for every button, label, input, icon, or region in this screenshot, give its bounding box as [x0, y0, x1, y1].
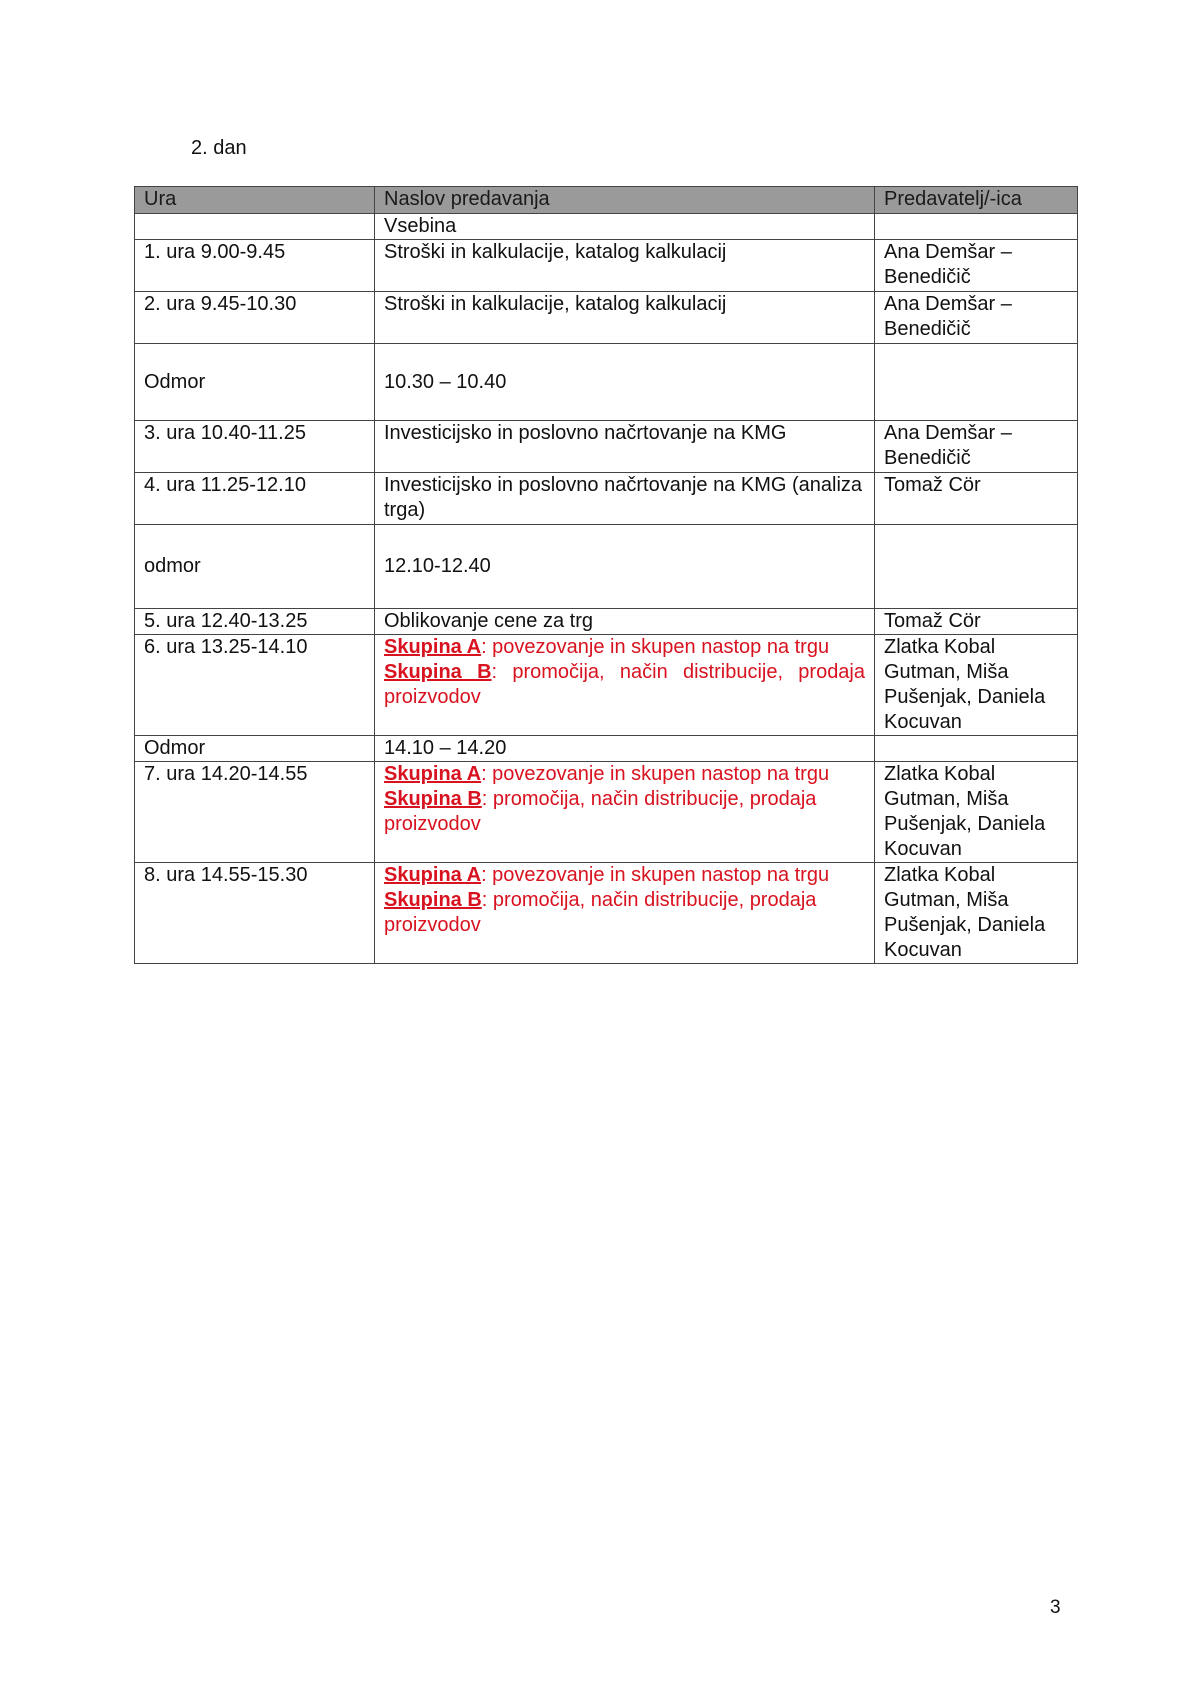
- subheader-row: [135, 214, 1078, 240]
- group-b-label: Skupina B: [384, 889, 482, 911]
- header-row: [135, 187, 1078, 214]
- break-row: [135, 344, 1078, 421]
- group-b-label: Skupina B: [384, 661, 492, 683]
- row-time: 6. ura 13.25-14.10: [135, 635, 375, 736]
- group-b-line: [384, 888, 865, 938]
- group-b-line: [384, 787, 865, 837]
- row-lecturer: [875, 736, 1078, 762]
- row-time: Odmor: [135, 344, 375, 421]
- row-title: 10.30 – 10.40: [375, 344, 875, 421]
- schedule-table: [134, 186, 1078, 964]
- group-b-label: Skupina B: [384, 788, 482, 810]
- table-row: [135, 762, 1078, 863]
- group-b-text: : promočija, način distribucije, prodaja proizvodov: [384, 889, 817, 936]
- subheader-content: Vsebina: [375, 214, 875, 240]
- group-a-text: : povezovanje in skupen nastop na trgu: [481, 763, 830, 785]
- day-title: 2. dan: [191, 137, 247, 159]
- row-groups: [375, 635, 875, 736]
- row-time: 5. ura 12.40-13.25: [135, 609, 375, 635]
- table-row: [135, 421, 1078, 473]
- row-lecturer: [875, 344, 1078, 421]
- header-title: Naslov predavanja: [375, 187, 875, 214]
- row-title: 14.10 – 14.20: [375, 736, 875, 762]
- group-b-text: : promočija, način distribucije, prodaja proizvodov: [384, 661, 865, 708]
- row-lecturer: Ana Demšar – Benedičič: [875, 421, 1078, 473]
- group-b-line: [384, 660, 865, 710]
- group-a-text: : povezovanje in skupen nastop na trgu: [481, 864, 830, 886]
- row-title: Investicijsko in poslovno načrtovanje na KMG: [375, 421, 875, 473]
- row-lecturer: Ana Demšar – Benedičič: [875, 240, 1078, 292]
- row-time: 1. ura 9.00-9.45: [135, 240, 375, 292]
- break-row: [135, 525, 1078, 609]
- row-lecturer: Zlatka Kobal Gutman, Miša Pušenjak, Daniela Kocuvan: [875, 863, 1078, 964]
- header-time: Ura: [135, 187, 375, 214]
- break-row: [135, 736, 1078, 762]
- group-a-label: Skupina A: [384, 636, 482, 658]
- row-time: 8. ura 14.55-15.30: [135, 863, 375, 964]
- group-a-label: Skupina A: [384, 864, 482, 886]
- row-title: Stroški in kalkulacije, katalog kalkulacij: [375, 240, 875, 292]
- row-title: Investicijsko in poslovno načrtovanje na KMG (analiza trga): [375, 473, 875, 525]
- row-lecturer: [875, 525, 1078, 609]
- page-number: 3: [1050, 1597, 1061, 1618]
- group-a-text: : povezovanje in skupen nastop na trgu: [481, 636, 830, 658]
- row-time: Odmor: [135, 736, 375, 762]
- group-a-label: Skupina A: [384, 763, 482, 785]
- header-lecturer: Predavatelj/-ica: [875, 187, 1078, 214]
- row-lecturer: Tomaž Cör: [875, 609, 1078, 635]
- row-time: 2. ura 9.45-10.30: [135, 292, 375, 344]
- row-time: 7. ura 14.20-14.55: [135, 762, 375, 863]
- table-row: [135, 609, 1078, 635]
- group-a-line: [384, 635, 865, 660]
- row-time: odmor: [135, 525, 375, 609]
- row-groups: [375, 762, 875, 863]
- group-b-text: : promočija, način distribucije, prodaja proizvodov: [384, 788, 817, 835]
- row-title: 12.10-12.40: [375, 525, 875, 609]
- row-title: Stroški in kalkulacije, katalog kalkulacij: [375, 292, 875, 344]
- table-row: [135, 240, 1078, 292]
- group-a-line: [384, 762, 865, 787]
- row-title: Oblikovanje cene za trg: [375, 609, 875, 635]
- table-row: [135, 863, 1078, 964]
- row-lecturer: Ana Demšar – Benedičič: [875, 292, 1078, 344]
- row-time: 4. ura 11.25-12.10: [135, 473, 375, 525]
- row-lecturer: Zlatka Kobal Gutman, Miša Pušenjak, Daniela Kocuvan: [875, 635, 1078, 736]
- group-a-line: [384, 863, 865, 888]
- row-time: 3. ura 10.40-11.25: [135, 421, 375, 473]
- table-row: [135, 292, 1078, 344]
- table-row: [135, 473, 1078, 525]
- table-row: [135, 635, 1078, 736]
- row-lecturer: Zlatka Kobal Gutman, Miša Pušenjak, Daniela Kocuvan: [875, 762, 1078, 863]
- row-groups: [375, 863, 875, 964]
- row-lecturer: Tomaž Cör: [875, 473, 1078, 525]
